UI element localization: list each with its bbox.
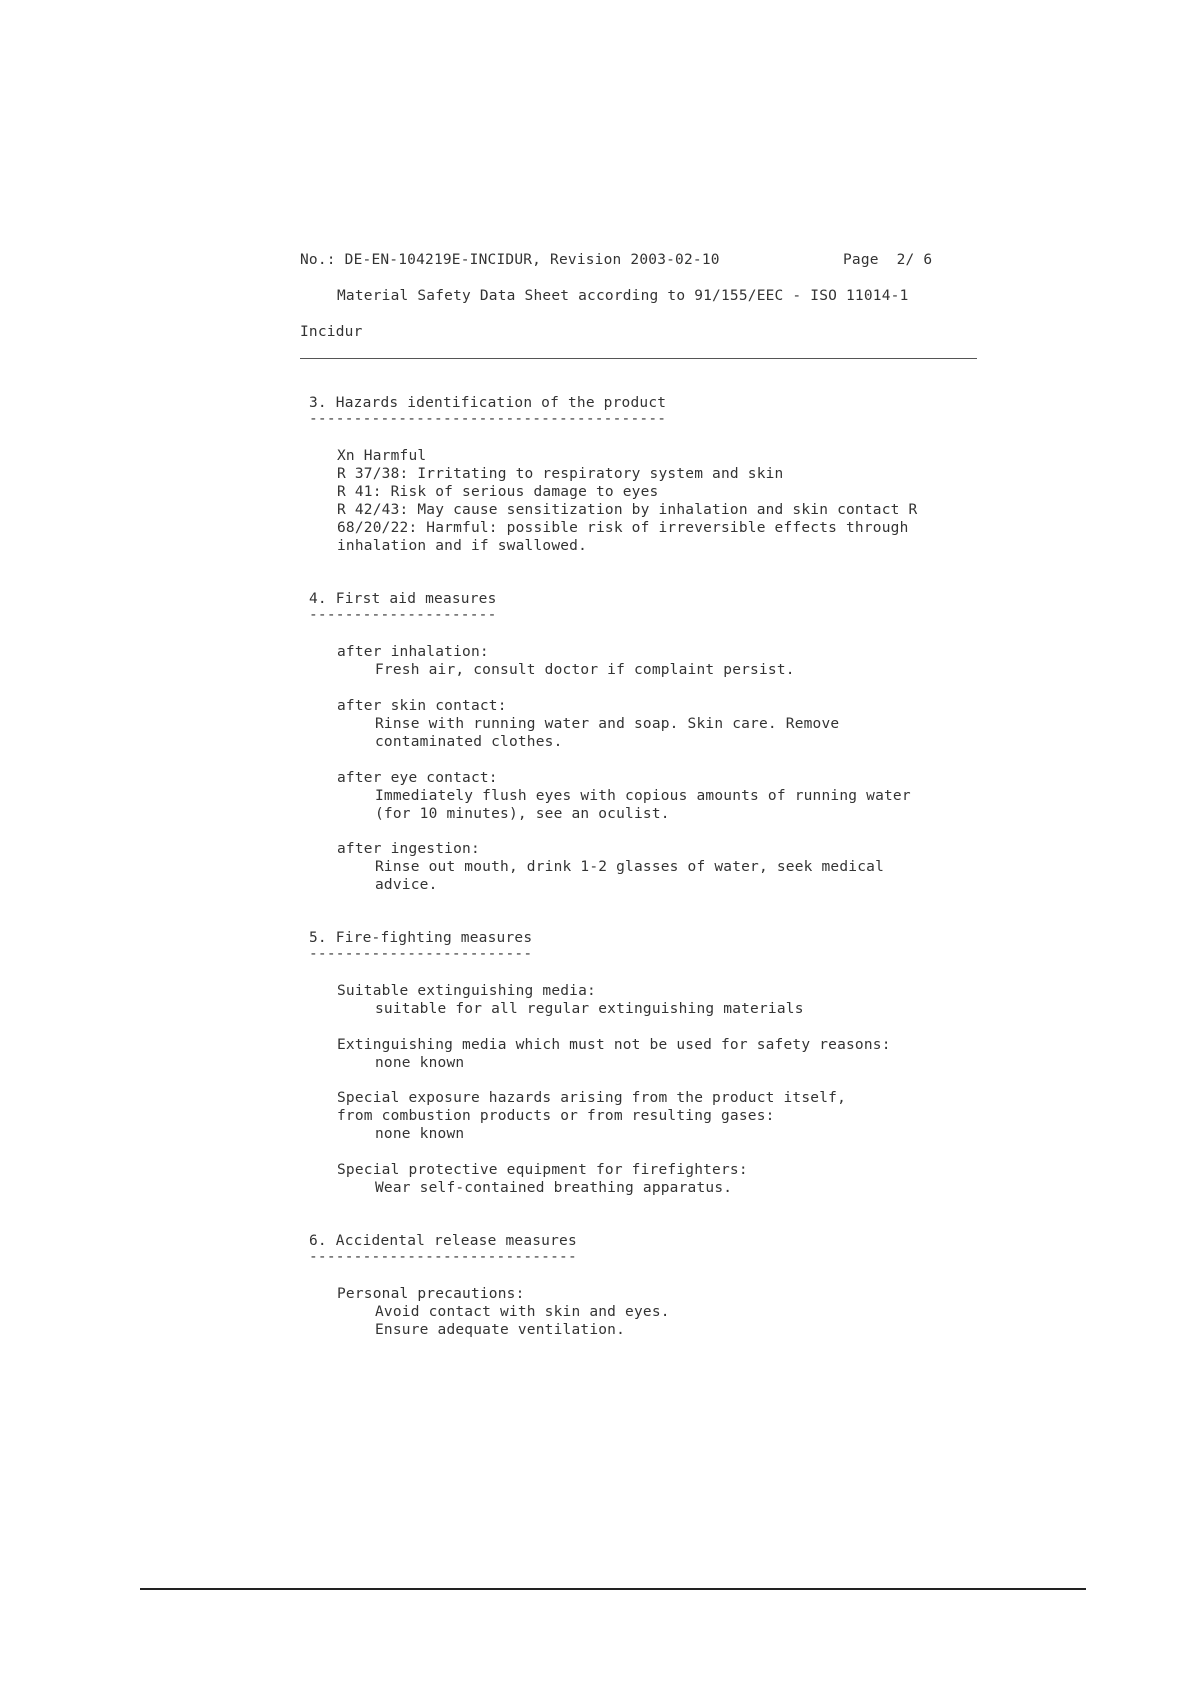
hazard-line: inhalation and if swallowed. — [337, 538, 588, 554]
skin-contact-text: contaminated clothes. — [375, 734, 563, 750]
section-6-heading: 6. Accidental release measures — [309, 1233, 577, 1249]
protective-equipment-label: Special protective equipment for firefighters: — [337, 1162, 748, 1178]
page-number: Page 2/ 6 — [843, 252, 933, 268]
skin-contact-label: after skin contact: — [337, 698, 507, 714]
hazard-line: R 42/43: May cause sensitization by inhalation and skin contact R — [337, 502, 918, 518]
hazard-line: R 37/38: Irritating to respiratory system and skin — [337, 466, 784, 482]
extinguishing-media-text: suitable for all regular extinguishing materials — [375, 1001, 804, 1017]
ingestion-text: Rinse out mouth, drink 1-2 glasses of water, seek medical — [375, 859, 884, 875]
ingestion-text: advice. — [375, 877, 438, 893]
section-3-heading: 3. Hazards identification of the product — [309, 395, 667, 411]
unsuitable-media-text: none known — [375, 1055, 465, 1071]
document-title: Material Safety Data Sheet according to 91/155/EEC - ISO 11014-1 — [337, 288, 909, 304]
hazard-line: 68/20/22: Harmful: possible risk of irreversible effects through — [337, 520, 909, 536]
special-hazards-text: none known — [375, 1126, 465, 1142]
eye-contact-label: after eye contact: — [337, 770, 498, 786]
hazard-line: R 41: Risk of serious damage to eyes — [337, 484, 659, 500]
section-4-heading: 4. First aid measures — [309, 591, 497, 607]
unsuitable-media-label: Extinguishing media which must not be used for safety reasons: — [337, 1037, 891, 1053]
document-number: No.: DE-EN-104219E-INCIDUR, Revision 2003-02-10 — [300, 252, 720, 268]
personal-precautions-text: Ensure adequate ventilation. — [375, 1322, 626, 1338]
extinguishing-media-label: Suitable extinguishing media: — [337, 983, 596, 999]
ingestion-label: after ingestion: — [337, 841, 480, 857]
special-hazards-label: from combustion products or from resulting gases: — [337, 1108, 775, 1124]
footer-divider — [140, 1588, 1086, 1590]
skin-contact-text: Rinse with running water and soap. Skin care. Remove — [375, 716, 840, 732]
protective-equipment-text: Wear self-contained breathing apparatus. — [375, 1180, 733, 1196]
section-4-underline: --------------------- — [309, 607, 497, 623]
hazard-line: Xn Harmful — [337, 448, 427, 464]
eye-contact-text: Immediately flush eyes with copious amounts of running water — [375, 788, 911, 804]
section-5-heading: 5. Fire-fighting measures — [309, 930, 533, 946]
personal-precautions-label: Personal precautions: — [337, 1286, 525, 1302]
inhalation-text: Fresh air, consult doctor if complaint persist. — [375, 662, 795, 678]
product-name: Incidur — [300, 324, 363, 340]
personal-precautions-text: Avoid contact with skin and eyes. — [375, 1304, 670, 1320]
header-divider — [300, 358, 977, 359]
special-hazards-label: Special exposure hazards arising from the product itself, — [337, 1090, 846, 1106]
inhalation-label: after inhalation: — [337, 644, 489, 660]
eye-contact-text: (for 10 minutes), see an oculist. — [375, 806, 670, 822]
section-5-underline: ------------------------- — [309, 946, 533, 962]
section-6-underline: ------------------------------ — [309, 1249, 577, 1265]
section-3-underline: ---------------------------------------- — [309, 411, 667, 427]
